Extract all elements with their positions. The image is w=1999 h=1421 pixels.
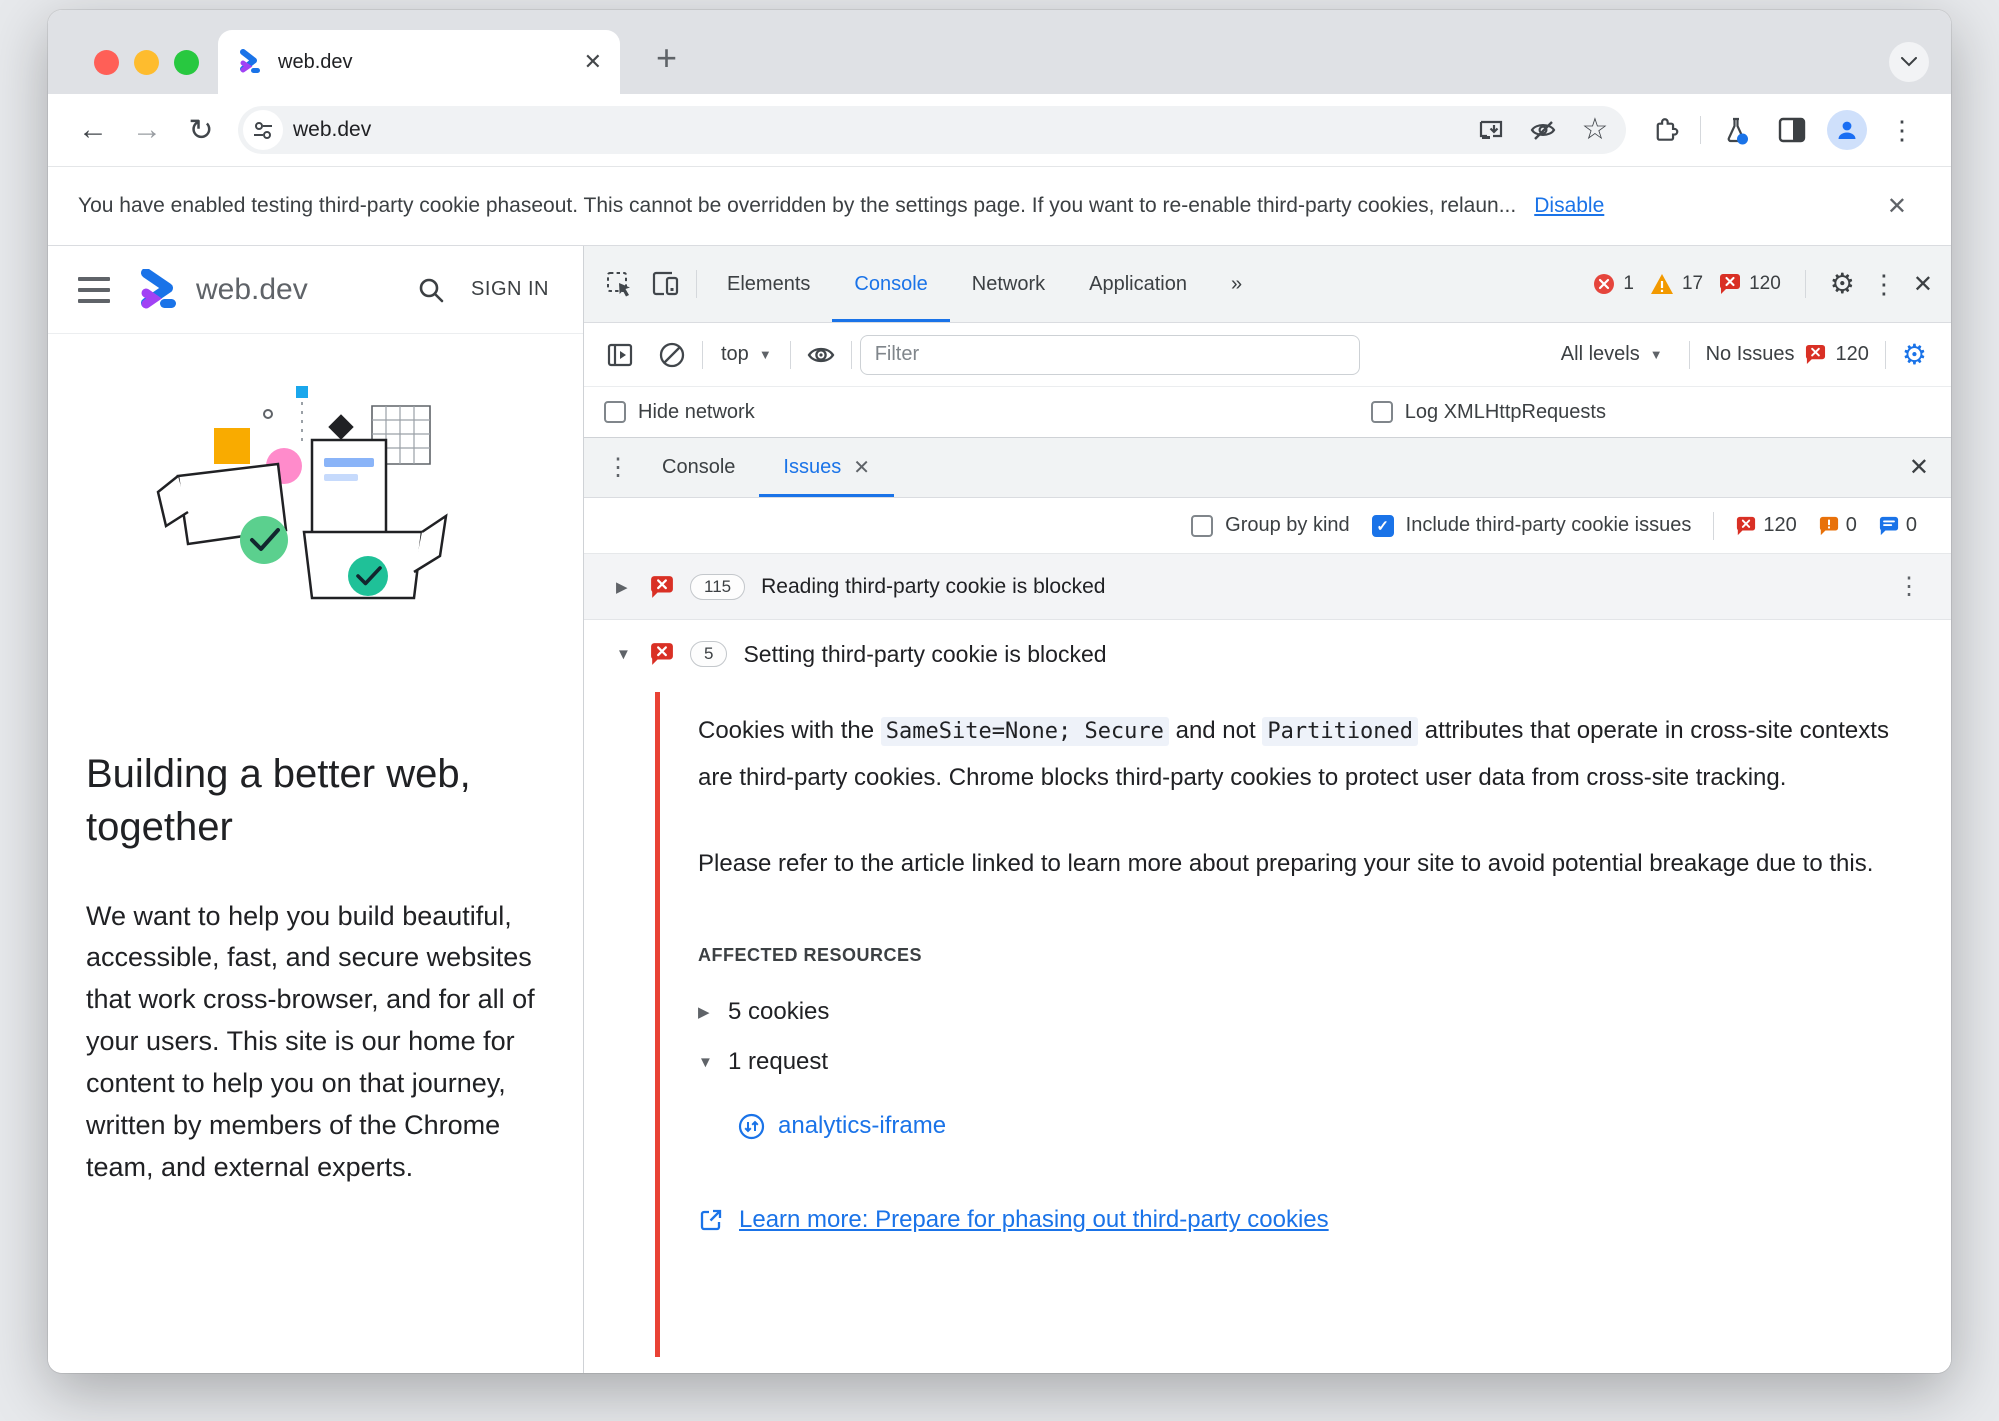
console-toolbar-divider (1689, 341, 1690, 369)
minimize-window-button[interactable] (134, 50, 159, 75)
issue-row-setting-cookie[interactable] (584, 620, 1951, 688)
site-settings-icon[interactable] (243, 110, 283, 150)
no-issues-counter[interactable]: No Issues 120 (1705, 343, 1869, 365)
bookmark-star-icon[interactable]: ☆ (1581, 113, 1609, 146)
hide-network-checkbox[interactable]: Hide network (604, 401, 755, 424)
device-toolbar-icon[interactable] (642, 246, 688, 322)
webdev-page (48, 246, 584, 1373)
log-xhr-checkbox[interactable]: Log XMLHttpRequests (1371, 401, 1606, 424)
new-tab-button[interactable]: + (656, 37, 678, 78)
toolbar-actions (1644, 109, 1929, 151)
issues-icon (1736, 516, 1756, 536)
clear-console-icon[interactable] (650, 333, 694, 377)
affected-resources-label: AFFECTED RESOURCES (698, 945, 923, 965)
address-bar[interactable] (238, 106, 1626, 154)
learn-more-link[interactable]: Learn more: Prepare for phasing out third-party cookies (698, 1206, 1891, 1234)
collapse-triangle-icon[interactable]: ▼ (698, 1053, 713, 1071)
drawer-close-icon[interactable]: ✕ (1908, 454, 1929, 481)
issue-title[interactable]: Reading third-party cookie is blocked (761, 574, 1106, 598)
issues-icon (1719, 273, 1741, 295)
console-toolbar-divider (702, 341, 703, 369)
issues-warning-count: 0 (1819, 514, 1857, 537)
issues-icon (1805, 344, 1826, 365)
issue-title[interactable]: Setting third-party cookie is blocked (743, 640, 1107, 667)
message-bubble-icon (1879, 516, 1899, 536)
install-icon[interactable] (1470, 109, 1512, 151)
issue-description: Cookies with the SameSite=None; Secure and not Partitioned attributes that operate in cross-site contexts are third-party cookies. Chrome blocks third-party cookies to protect user data from cross-site tracking. (698, 717, 1889, 791)
devtools-close-icon[interactable]: ✕ (1912, 270, 1933, 298)
issue-description-2: Please refer to the article linked to learn more about preparing your site to avoid potential breakage due to this. (698, 850, 1874, 877)
cookies-resource-row[interactable]: ▶ 5 cookies (698, 998, 830, 1025)
error-count[interactable]: 1 (1593, 273, 1634, 295)
context-selector[interactable]: top ▼ (721, 343, 772, 365)
console-settings-row (584, 387, 1951, 437)
network-request-icon (738, 1113, 765, 1140)
issues-icon (650, 575, 674, 599)
console-toolbar-right (1551, 338, 1937, 370)
external-link-icon (698, 1207, 724, 1233)
devtools-status (1593, 246, 1939, 322)
more-tabs-icon[interactable]: » (1230, 272, 1243, 295)
tab-title: web.dev (278, 50, 353, 73)
toolbar-divider (1700, 116, 1701, 144)
infobar-message: You have enabled testing third-party cookie phaseout. This cannot be overridden by the settings page. If you want to re-enable third-party cookies, relaun... (78, 194, 1517, 217)
warning-bubble-icon (1819, 516, 1839, 536)
console-toolbar-divider (790, 341, 791, 369)
devtools-tabbar (584, 246, 1951, 323)
issues-toolbar (584, 498, 1951, 554)
drawer-tab-close-icon[interactable]: ✕ (853, 457, 870, 479)
issue-row-reading-cookie[interactable] (584, 554, 1951, 620)
issues-count[interactable]: 120 (1719, 273, 1781, 295)
collapse-triangle-icon[interactable]: ▼ (616, 645, 631, 663)
window-content (48, 246, 1951, 1373)
devtools-panel (584, 246, 1951, 1373)
side-panel-icon[interactable] (1771, 109, 1813, 151)
issue-row-menu-icon[interactable]: ⋮ (1897, 573, 1921, 600)
search-icon[interactable] (411, 270, 451, 310)
console-settings-icon[interactable]: ⚙ (1901, 338, 1927, 370)
url-text[interactable]: web.dev (293, 118, 372, 141)
issue-count-badge: 5 (690, 641, 727, 667)
drawer-tab-issues[interactable]: Issues ✕ (759, 438, 894, 497)
tab-close-icon[interactable]: ✕ (583, 49, 602, 74)
tab-application[interactable]: Application (1089, 272, 1187, 295)
devtools-settings-icon[interactable]: ⚙ (1829, 268, 1855, 299)
forward-icon[interactable]: → (132, 113, 162, 146)
hero-illustration (48, 380, 583, 670)
requests-resource-row[interactable]: ▼ 1 request (698, 1048, 829, 1075)
console-toolbar (584, 323, 1951, 387)
error-icon (1593, 273, 1615, 295)
checkbox-checked[interactable]: ✓ (1372, 515, 1394, 537)
console-toolbar-divider (1885, 341, 1886, 369)
page-title: Building a better web, together (86, 752, 471, 849)
issues-toolbar-divider (1713, 512, 1714, 540)
include-third-party-checkbox[interactable]: ✓ Include third-party cookie issues (1372, 514, 1692, 537)
tabbar-divider (696, 270, 697, 298)
infobar (48, 166, 1951, 246)
beaker-icon[interactable] (1715, 109, 1757, 151)
title-bar (48, 10, 1951, 94)
console-toolbar-divider (851, 341, 852, 369)
infobar-disable-link[interactable]: Disable (1534, 194, 1605, 217)
live-expression-eye-icon[interactable] (799, 333, 843, 377)
warning-icon (1650, 273, 1674, 295)
tab-network[interactable]: Network (971, 272, 1046, 295)
log-levels-selector[interactable]: All levels ▼ (1560, 343, 1663, 365)
issue-accent-bar (655, 692, 660, 1357)
page-header (48, 246, 583, 334)
expand-triangle-icon[interactable]: ▶ (616, 578, 628, 596)
issue-count-badge: 115 (690, 574, 745, 600)
reload-icon[interactable]: ↻ (188, 113, 214, 147)
devtools-menu-icon[interactable]: ⋮ (1870, 268, 1897, 299)
nav-toolbar (48, 94, 1951, 166)
issues-error-count: 120 (1736, 514, 1796, 537)
status-divider (1805, 270, 1806, 298)
webdev-logo[interactable] (138, 269, 308, 311)
expand-triangle-icon[interactable]: ▶ (698, 1004, 710, 1021)
drawer-tab-console[interactable]: Console (662, 456, 736, 478)
zoom-window-button[interactable] (174, 50, 199, 75)
group-by-kind-checkbox[interactable]: Group by kind (1191, 514, 1350, 537)
issues-icon (650, 642, 674, 666)
filter-input[interactable] (860, 335, 1360, 375)
sign-in-button[interactable]: SIGN IN (471, 278, 549, 300)
warning-count[interactable]: 17 (1650, 273, 1703, 295)
console-sidebar-icon[interactable] (598, 333, 642, 377)
hamburger-menu-icon[interactable] (78, 270, 118, 310)
tab-elements[interactable]: Elements (727, 272, 811, 295)
request-link[interactable]: analytics-iframe (738, 1112, 1891, 1140)
browser-window (48, 10, 1951, 1373)
back-icon[interactable]: ← (78, 113, 108, 146)
browser-tab[interactable] (218, 30, 620, 94)
extensions-icon[interactable] (1644, 109, 1686, 151)
drawer-menu-icon[interactable]: ⋮ (606, 454, 630, 481)
page-intro: We want to help you build beautiful, accessible, fast, and secure websites that work cross-browser, and for all of your users. This site is our home for content to help you on that journey, written by members of the Chrome team, and external experts. (86, 900, 535, 1182)
infobar-close-icon[interactable]: ✕ (1886, 192, 1907, 220)
browser-menu-icon[interactable]: ⋮ (1889, 114, 1915, 145)
inspect-element-icon[interactable] (596, 246, 642, 322)
eye-off-icon[interactable] (1522, 109, 1564, 151)
close-window-button[interactable] (94, 50, 119, 75)
drawer-tabbar (584, 437, 1951, 498)
issue-detail (584, 688, 1951, 1373)
traffic-lights (94, 50, 199, 75)
tab-console[interactable]: Console (832, 246, 949, 322)
issues-info-count: 0 (1879, 514, 1917, 537)
tab-search-chevron-icon[interactable] (1889, 42, 1929, 82)
checkbox-unchecked[interactable] (1191, 515, 1213, 537)
brand-name: web.dev (196, 272, 308, 306)
checkbox-unchecked[interactable] (604, 401, 626, 423)
webdev-favicon (238, 49, 264, 75)
checkbox-unchecked[interactable] (1371, 401, 1393, 423)
profile-avatar[interactable] (1827, 110, 1867, 150)
